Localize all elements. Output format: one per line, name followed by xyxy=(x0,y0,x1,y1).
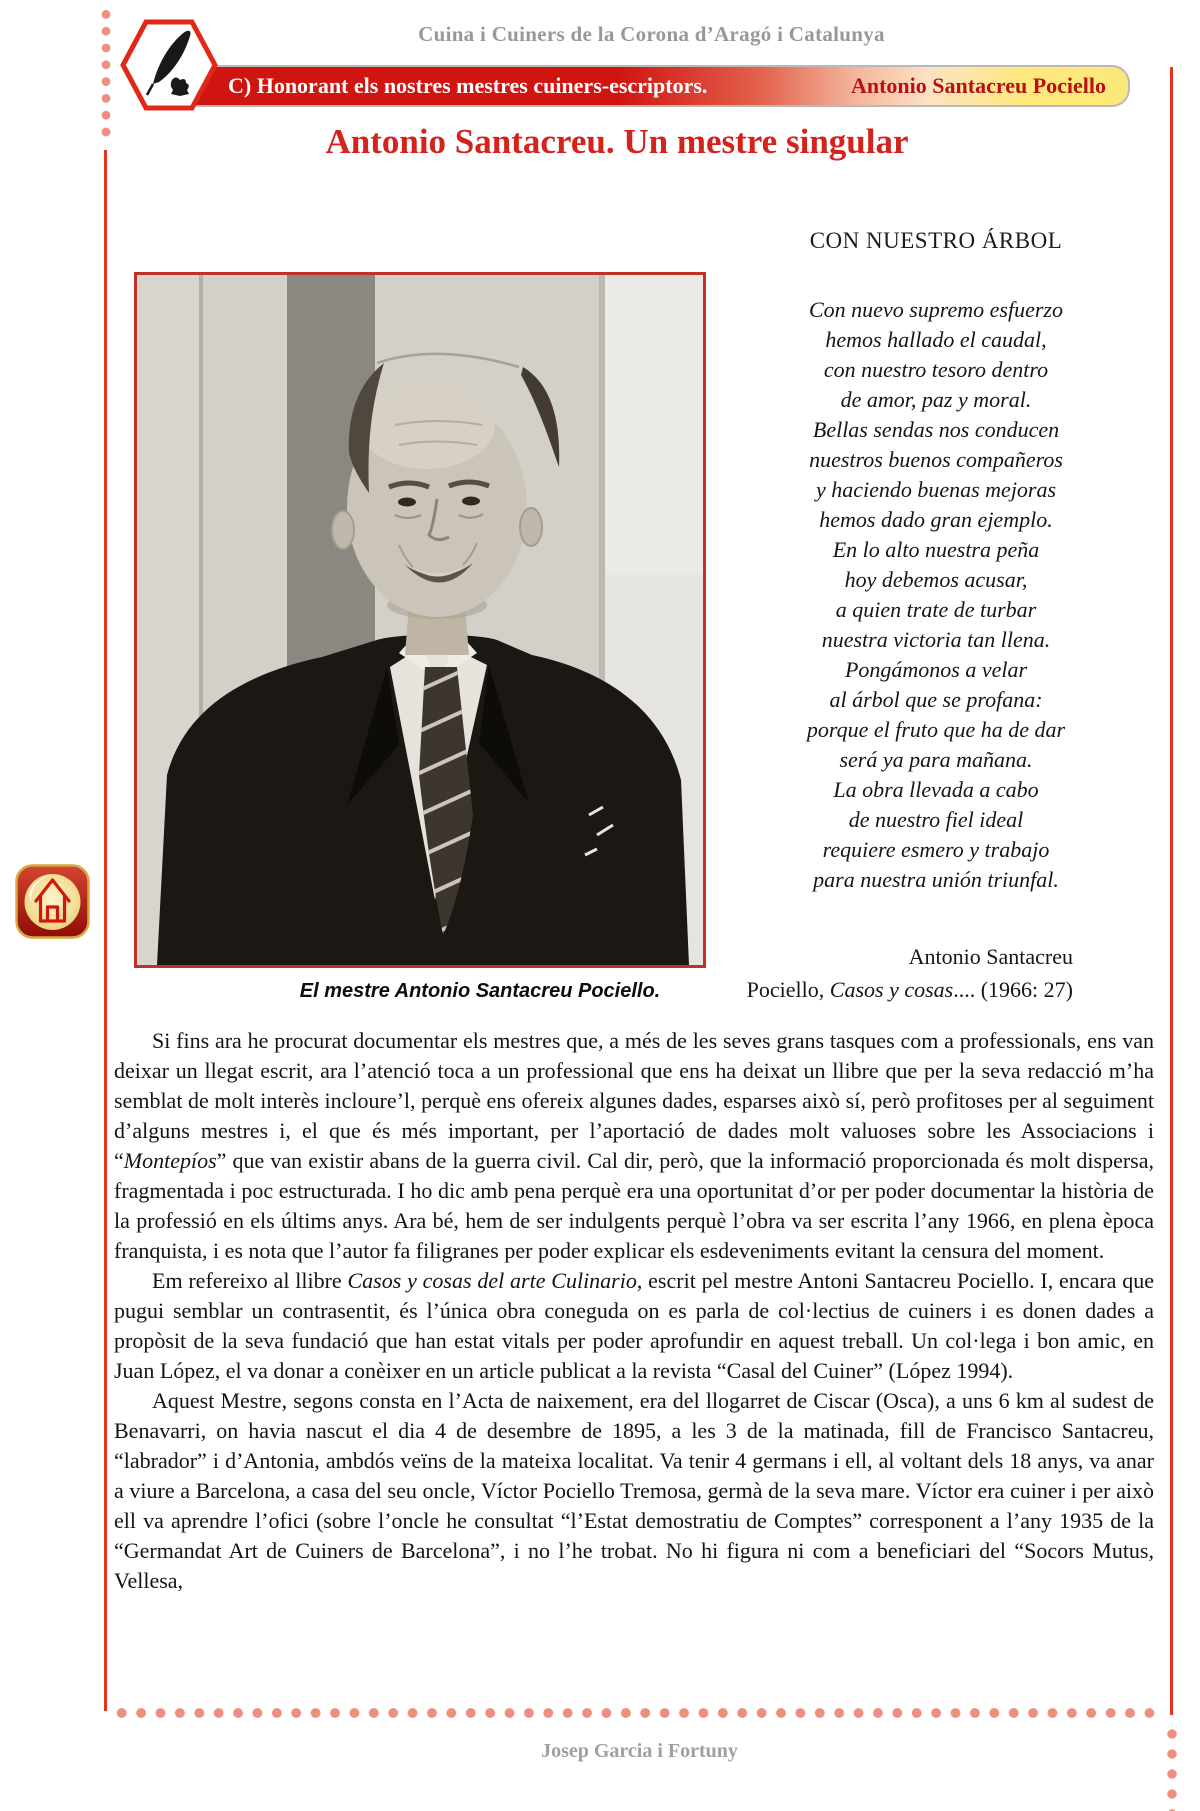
footer-author: Josep Garcia i Fortuny xyxy=(541,1740,738,1762)
attribution-line: Antonio Santacreu xyxy=(908,944,1073,969)
attribution-line: Pociello, Casos y cosas.... (1966: 27) xyxy=(746,977,1073,1002)
quill-icon xyxy=(120,18,218,112)
portrait-illustration xyxy=(137,275,703,965)
poem-title: CON NUESTRO ÁRBOL xyxy=(809,228,1063,253)
body-text xyxy=(114,1026,1154,1694)
photo-caption: El mestre Antonio Santacreu Pociello. xyxy=(299,980,661,1002)
section-label: C) Honorant els nostres mestres cuiners-escriptors. xyxy=(228,73,708,98)
poem-attribution xyxy=(747,940,1073,1006)
quill-badge xyxy=(120,18,218,112)
paragraph: Si fins ara he procurat documentar els mestres que, a més de les seves grans tasques com a professionals, ens van deixar un llegat escrit, ara l’atenció toca a un professional que ens ha deixat un llibre que per la seva redacció m’ha semblat de molt interès incloure’l, perquè ens ofereix algunes dades, esparses això sí, però profitoses per al seguiment d’alguns mestres i, el que és més important, per l’aportació de dades molt valuoses sobre les Associacions i “Montepíos” que van existir abans de la guerra civil. Cal dir, però, que la informació proporcionada és molt dispersa, fragmentada i poc estructurada. I ho dic amb pena perquè era una oportunitat d’or per poder documentar la història de la professió en els últims anys. Ara bé, hem de ser indulgents perquè l’obra va ser escrita l’any 1966, en plena època franquista, i es nota que l’autor fa filigranes per poder explicar els esdeveniments evitant la censura del moment. xyxy=(114,1028,1154,1263)
document-title: Cuina i Cuiners de la Corona d’Aragó i Catalunya xyxy=(418,22,885,46)
paragraph: Em refereixo al llibre Casos y cosas del arte Culinario, escrit pel mestre Antoni Santacreu Pociello. I, encara que pugui semblar un contrasentit, és l’única obra coneguda on es parla de col·lectius de cuiners i es donen dades a propòsit de la seva fundació que han estat vitals per poder aprofundir en aquest treball. Un col·lega i bon amic, en Juan López, el va donar a conèixer en un article publicat a la revista “Casal del Cuiner” (López 1994). xyxy=(114,1268,1154,1383)
left-red-line xyxy=(104,150,107,1711)
home-icon xyxy=(15,864,90,939)
right-dots-border xyxy=(1166,1724,1178,1811)
left-dots-border xyxy=(100,6,112,140)
section-subject-label: Antonio Santacreu Pociello xyxy=(850,73,1106,98)
home-button[interactable] xyxy=(15,864,90,939)
bottom-dots-border xyxy=(112,1707,1160,1719)
poem-lines: Con nuevo supremo esfuerzo hemos hallado el caudal, con nuestro tesoro dentro de amor, paz y moral. Bellas sendas nos conducen nuestros buenos compañeros y haciendo buenas mejoras hemos dado gran ejemplo. En lo alto nuestra peña hoy debemos acusar, a quien trate de turbar nuestra victoria tan llena. Pongámonos a velar al árbol que se profana: porque el fruto que ha de dar será ya para mañana. La obra llevada a cabo de nuestro fiel ideal requiere esmero y trabajo para nuestra unión triunfal. xyxy=(806,297,1066,892)
portrait-photo xyxy=(134,272,706,968)
poem-block xyxy=(700,228,1172,895)
page-title: Antonio Santacreu. Un mestre singular xyxy=(325,122,909,161)
paragraph: Aquest Mestre, segons consta en l’Acta de naixement, era del llogarret de Ciscar (Osca), a uns 6 km al sudest de Benavarri, on havia nascut el dia 4 de desembre de 1895, a les 3 de la matinada, fill de Francisco Santacreu, “labrador” i d’Antonia, ambdós veïns de la mateixa localitat. Va tenir 4 germans i ell, al voltant dels 18 anys, va anar a viure a Barcelona, a casa del seu oncle, Víctor Pociello Tremosa, germà de la seva mare. Víctor era cuiner i per això ell va aprendre l’ofici (sobre l’oncle he consultat “l’Estat demostratiu de Comptes” corresponent a l’any 1935 de la “Germandat Art de Cuiners de Barcelona”, i no l’he trobat. No hi figura ni com a beneficiari del “Socors Mutus, Vellesa, xyxy=(114,1388,1154,1593)
section-banner xyxy=(182,65,1130,107)
